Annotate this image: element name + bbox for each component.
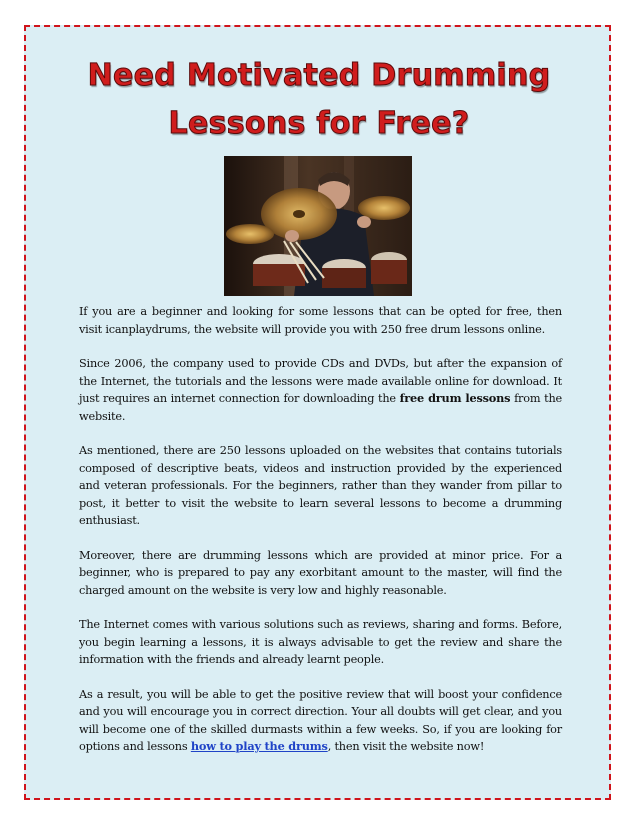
paragraph-3 bbox=[79, 442, 562, 530]
paragraph-6-text-after: , then visit the website now! bbox=[327, 740, 485, 753]
paragraph-1 bbox=[79, 303, 562, 338]
paragraph-2 bbox=[79, 355, 562, 425]
paragraph-4 bbox=[79, 547, 562, 600]
paragraph-5 bbox=[79, 616, 562, 669]
drummer-photo bbox=[224, 156, 412, 296]
paragraph-4-text: Moreover, there are drumming lessons which are provided at minor price. For a beginner, who is prepared to pay any exorbitant amount to the master, will find the charged amount on the website is very low and highly reasonable. bbox=[79, 548, 562, 597]
paragraph-2-text-after: from the website. bbox=[79, 392, 563, 423]
article-body bbox=[79, 303, 562, 773]
paragraph-1-text: If you are a beginner and looking for some lessons that can be opted for free, then visit icanplaydrums, the website will provide you with 250 free drum lessons online. bbox=[79, 305, 562, 336]
paragraph-5-text: The Internet comes with various solutions such as reviews, sharing and forms. Before, you begin learning a lessons, it is always advisable to get the review and share the information with the friends and already learnt people. bbox=[79, 618, 562, 666]
title-line-2: Lessons for Free? bbox=[168, 106, 470, 141]
drummer-photo-image bbox=[224, 156, 412, 296]
title-line-1: Need Motivated Drumming bbox=[87, 58, 551, 93]
paragraph-2-text-before: Since 2006, the company used to provide CDs and DVDs, but after the expansion of the Internet, the tutorials and the lessons were made available online for download. It just requires an internet connection for downloading the bbox=[79, 357, 562, 405]
paragraph-6 bbox=[79, 686, 562, 756]
paragraph-6-text-before: As a result, you will be able to get the positive review that will boost your confidence and you will encourage you in correct direction. Your all doubts will get clear, and you will become one of the skilled durmasts within a few weeks. So, if you are looking for options and lessons bbox=[79, 687, 562, 753]
paragraph-3-text: As mentioned, there are 250 lessons uploaded on the websites that contains tutorials composed of descriptive beats, videos and instruction provided by the experienced and veteran professionals. For the beginners, rather than they wander from pillar to post, it better to visit the website to learn several lessons to become a drumming enthusiast. bbox=[79, 444, 562, 527]
page-title bbox=[0, 52, 638, 148]
how-to-play-drums-link[interactable]: how to play the drums bbox=[190, 739, 328, 753]
free-drum-lessons-bold: free drum lessons bbox=[399, 391, 511, 405]
